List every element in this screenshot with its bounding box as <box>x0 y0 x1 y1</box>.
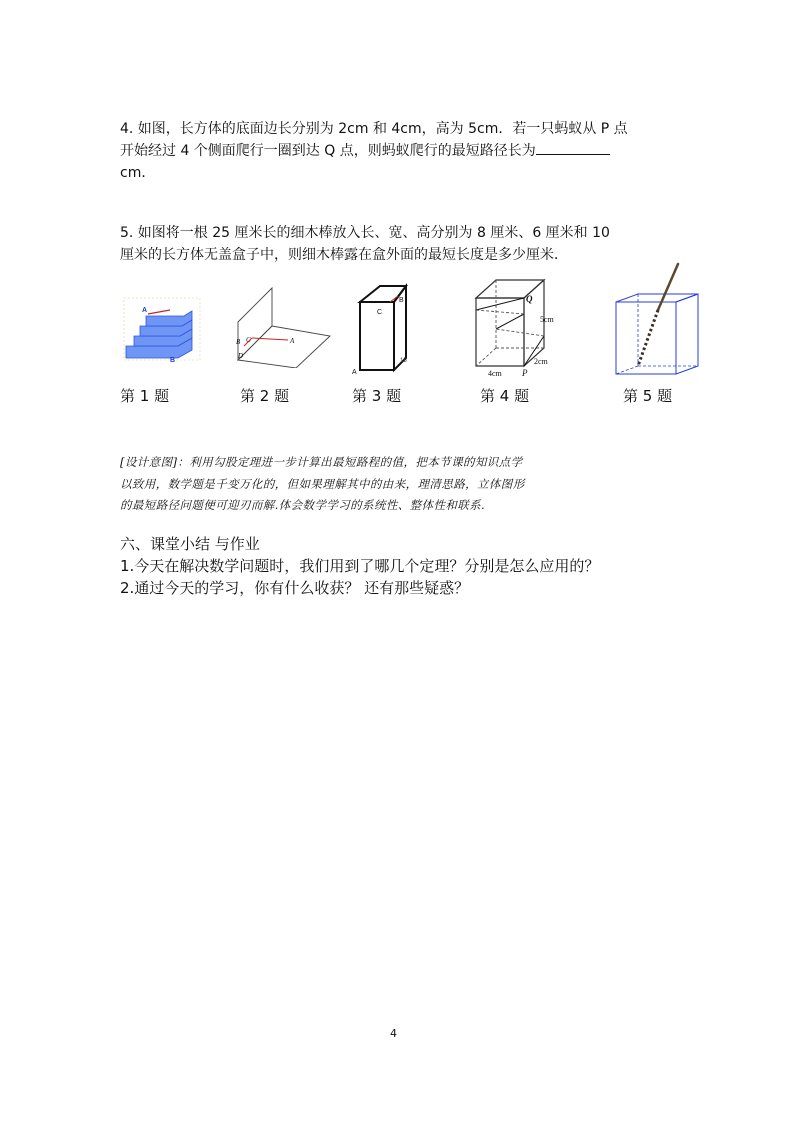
figure-3-caption: 第 3 题 <box>352 387 402 405</box>
figure-1-caption: 第 1 题 <box>120 387 170 405</box>
summary-heading: 六、课堂小结 与作业 <box>120 535 260 553</box>
figure-4-hidden-edges <box>476 280 544 366</box>
figure-5-cube <box>608 262 700 380</box>
figure-1-steps <box>126 311 192 358</box>
design-intent-line-1: [设计意图]：利用勾股定理进一步计算出最短路程的值，把本节课的知识点学 <box>120 455 523 469</box>
design-intent-line-3: 的最短路径问题便可迎刃而解.体会数学学习的系统性、整体性和联系. <box>120 498 486 512</box>
design-intent <box>120 452 680 517</box>
figure-4-label-p: P <box>522 368 528 378</box>
figure-2-planes <box>226 286 336 368</box>
figure-5-rod-inside <box>638 310 658 366</box>
summary-question-2: 2.通过今天的学习，你有什么收获？ 还有那些疑惑？ <box>120 579 470 597</box>
page-number: 4 <box>390 1027 397 1040</box>
figure-2-path-2 <box>252 338 288 340</box>
figure-4-label-4cm: 4cm <box>488 369 502 378</box>
figure-1-label-b: B <box>170 357 176 364</box>
figure-2-vertical-plane <box>238 288 272 360</box>
figure-2-label-c: C <box>246 336 251 344</box>
figure-4-caption: 第 4 题 <box>480 387 530 405</box>
summary-question-1: 1.今天在解决数学问题时，我们用到了哪几个定理？分别是怎么应用的？ <box>120 557 600 575</box>
figure-3-label-c: C <box>377 309 383 316</box>
figure-3-label-b: B <box>399 297 404 304</box>
figure-2-horizontal-plane <box>238 326 330 368</box>
figure-2-label-a: A <box>290 337 295 345</box>
figure-2-label-b: B <box>236 338 241 346</box>
figure-2-label-d: D <box>238 352 244 360</box>
figure-3-label-a: A <box>352 369 357 376</box>
figure-5-caption: 第 5 题 <box>623 387 673 405</box>
answer-blank <box>536 140 610 155</box>
figure-4-box <box>468 274 564 380</box>
problem-4 <box>120 118 680 184</box>
problem-5-line-1: 5. 如图将一根 25 厘米长的细木棒放入长、宽、高分别为 8 厘米、6 厘米和 10 <box>120 225 610 241</box>
figure-5-rod-outside <box>658 264 678 310</box>
figure-2-caption: 第 2 题 <box>240 387 290 405</box>
figure-3-label-15: 15 <box>400 358 407 364</box>
problem-4-line-2 <box>120 140 680 162</box>
figure-1-staircase <box>120 296 204 364</box>
figure-4-label-q: Q <box>526 294 533 304</box>
figure-4-edges <box>476 280 544 366</box>
figure-1-path <box>148 310 170 314</box>
problem-4-line-1: 4. 如图，长方体的底面边长分别为 2cm 和 4cm，高为 5cm．若一只蚂蚁从 P 点 <box>120 121 628 137</box>
figure-1-label-a: A <box>142 307 148 314</box>
figure-5-edges <box>616 294 698 374</box>
design-intent-line-2: 以致用，数学题是千变万化的，但如果理解其中的由来，理清思路，立体图形 <box>120 476 525 491</box>
figure-4-visible-path <box>476 298 544 366</box>
figure-3-box <box>346 280 416 376</box>
figure-4-label-5cm: 5cm <box>540 315 554 324</box>
problem-4-line-3: cm． <box>120 165 156 181</box>
problem-5-line-2: 厘米的长方体无盖盒子中，则细木棒露在盒外面的最短长度是多少厘米． <box>120 247 568 263</box>
problem-4-line-2-text: 开始经过 4 个侧面爬行一圈到达 Q 点，则蚂蚁爬行的最短路径长为 <box>120 143 536 159</box>
figure-5-hidden-edges <box>616 294 698 374</box>
problem-5 <box>120 222 680 266</box>
figure-4-label-2cm: 2cm <box>534 357 548 366</box>
figure-4-hidden-path <box>476 310 544 336</box>
